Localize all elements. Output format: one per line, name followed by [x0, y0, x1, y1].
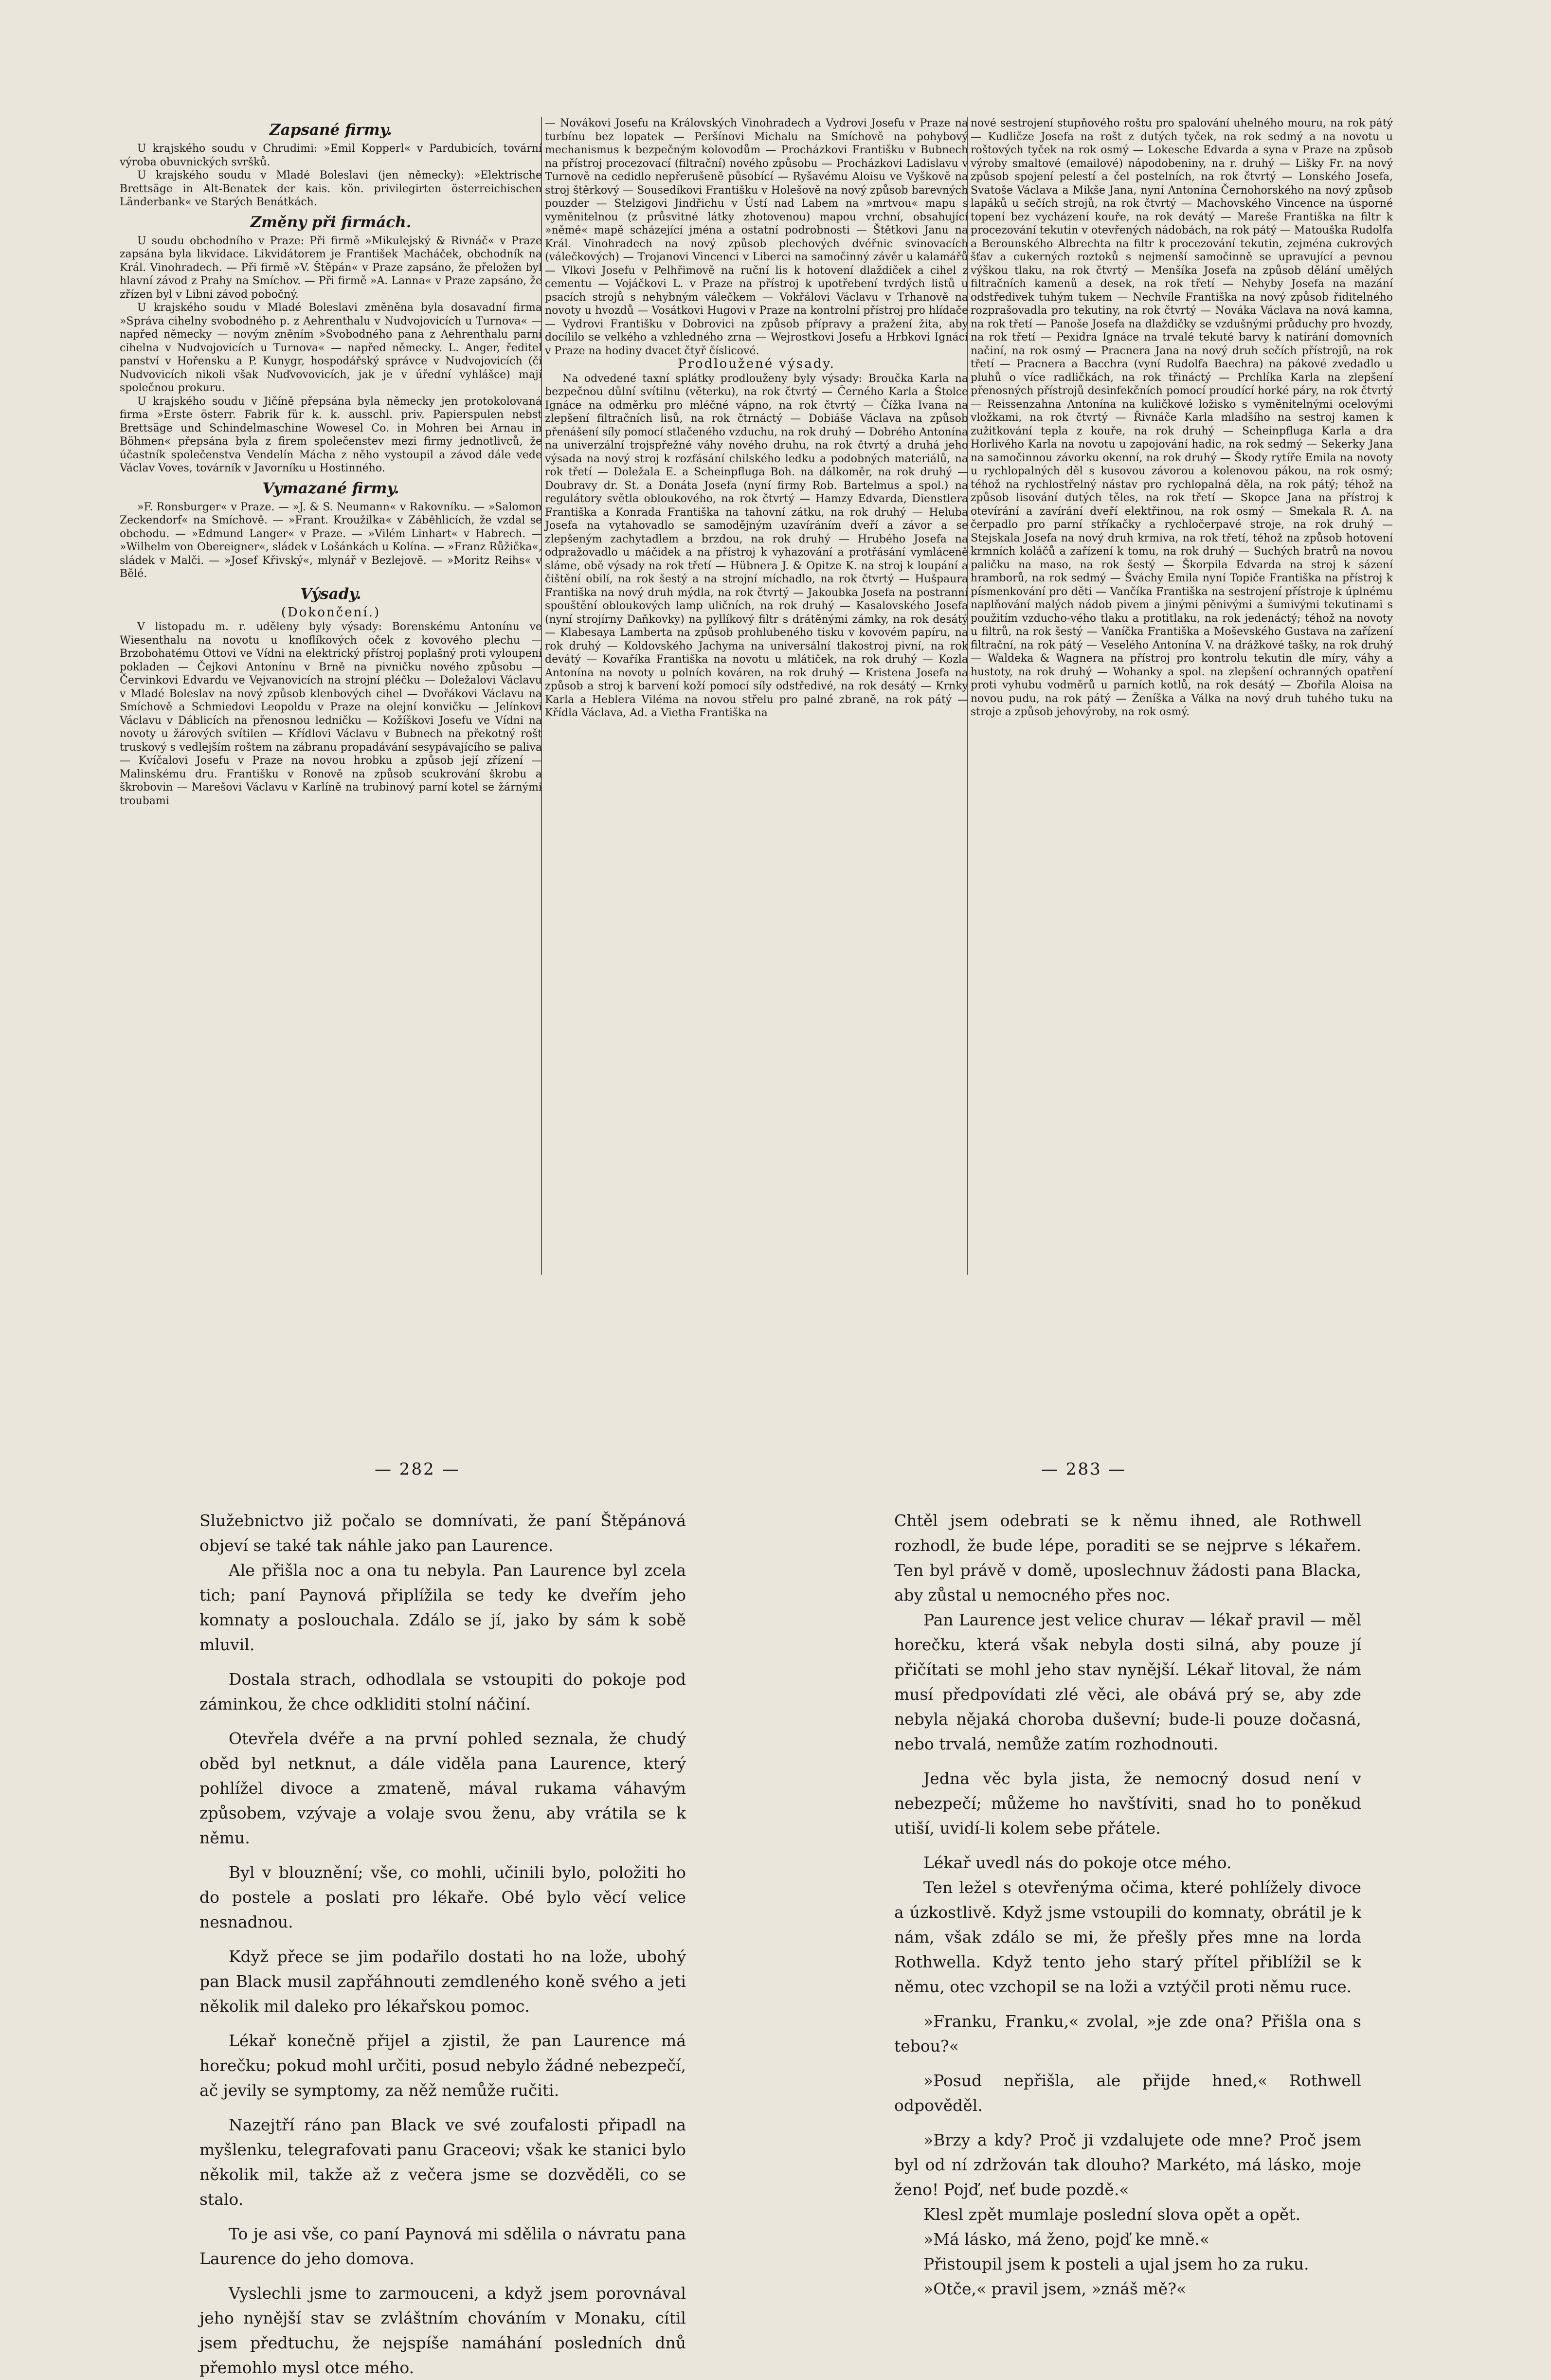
section-subheading-dokonceni: (Dokončení.)	[281, 605, 381, 620]
novel-column-right	[894, 1508, 1361, 2301]
page-number-left: — 282 —	[375, 1460, 460, 1479]
paragraph: »Má lásko, má ženo, pojď ke mně.«	[923, 2230, 1210, 2249]
section-heading-vymazane-firmy: Vymazané firmy.	[262, 479, 399, 497]
paragraph: »Otče,« pravil jsem, »znáš mě?«	[923, 2279, 1187, 2298]
paragraph: »Posud nepřišla, ale přijde hned,« Rothwell odpověděl.	[894, 2071, 1361, 2115]
paragraph: »F. Ronsburger« v Praze. — »J. & S. Neumann« v Rakovníku. — »Salomon Zeckendorf« na Smíchově. — »Frant. Kroužilka« v Záběhlicích, že vzdal se obchodu. — »Edmund Langer« v Praze. — »Vilém Linhart« v Habrech. — »Wilhelm von Obereigner«, sládek v Lošánkách u Kolína. — »Franz Růžička«, sládek v Malči. — »Josef Křivský«, mlynář v Bezlejově. — »Moritz Reihs« v Bělé.	[120, 501, 542, 580]
paragraph: Jedna věc byla jista, že nemocný dosud není v nebezpečí; můžeme ho navštíviti, snad ho to poněkud utiší, uvidí-li kolem sebe přátele.	[894, 1769, 1361, 1838]
paragraph: — Novákovi Josefu na Královských Vinohradech a Vydrovi Josefu v Praze na turbínu bez lopatek — Peršínovi Michalu na Smíchově na pohybový mechanismus k bezpečným kolovodům — Procházkovi Františku v Bubnech na přístroj procezovací (filtrační) nového způsobu — Procházkovi Ladislavu v Turnově na cedidlo nepřerušeně působící — Ryšavému Aloisu ve Vyškově na stroj štěrkový — Sousedíkovi Františku v Holešově na nový způsob barevných pouzder — Stelzigovi Jindřichu v Ústí nad Labem na »mrtvou« mapu s vyměnitelnou (z průsvitné látky zhotovenou) mapou vrchní, obsahující »němé« mapě scházející jména a ostatní podrobnosti — Štětkovi Janu na Král. Vinohradech na nový způsob plechových dvéřnic svinovacích (válečkových) — Trojanovi Vincenci v Liberci na samočinný závěr u kalamářů — Vlkovi Josefu v Pelhřimově na ruční lis k hotovení dlaždiček a cihel z cementu — Vojáčkovi L. v Praze na přístroj k upotřebení tvrdých listů u psacích strojů s nehybným válečkem — Vokřálovi Václavu v Trhanově na novoty u hvozdů — Vosátkovi Hugovi v Praze na kontrolní přístroj pro hlídače — Vydrovi Františku v Dobrovici na způsob přípravy a pražení žita, aby docílilo se velkého a vzhledného zrna — Wejrostkovi Josefu a Hrbkovi Ignáci v Praze na hodiny dvacet čtyř číslicové.	[545, 117, 968, 357]
paragraph: Ale přišla noc a ona tu nebyla. Pan Laurence byl zcela tich; paní Paynová připlížila se tedy ke dveřím jeho komnaty a poslouchala. Zdálo se jí, jako by sám k sobě mluvil.	[199, 1561, 686, 1654]
paragraph: Dostala strach, odhodlala se vstoupiti do pokoje pod záminkou, že chce odkliditi stolní náčiní.	[199, 1670, 686, 1713]
column-middle	[545, 117, 968, 720]
paragraph: Pan Laurence jest velice churav — lékař pravil — měl horečku, která však nebyla dosti silná, aby pouze jí přičítati se mohl jeho stav nynější. Lékař litoval, že nám musí předpovídati zlé věci, ale obává prý se, aby zde nebyla nějaká choroba duševní; bude-li pouze dočasná, nebo trvalá, nemůže zatím rozhodnouti.	[894, 1610, 1361, 1753]
paragraph: Když přece se jim podařilo dostati ho na lože, ubohý pan Black musil zapřáhnouti zemdleného koně svého a jeti několik mil daleko pro lékařskou pomoc.	[199, 1947, 686, 2016]
paragraph: U krajského soudu v Mladé Boleslavi (jen německy): »Elektrische Brettsäge in Alt-Benatek der kais. kön. privilegirten österreichischen Länderbank« ve Starých Benátkách.	[120, 169, 542, 208]
section-subheading-prodlouzene-vysady: Prodloužené výsady.	[678, 357, 835, 371]
paragraph: Chtěl jsem odebrati se k němu ihned, ale Rothwell rozhodl, že bude lépe, poraditi se se nejprve s lékařem. Ten byl právě v domě, uposlechnuv žádosti pana Blacka, aby zůstal u nemocného přes noc.	[894, 1511, 1361, 1605]
paragraph: Byl v blouznění; vše, co mohli, učinili bylo, položiti ho do postele a poslati pro lékaře. Obé bylo věcí velice nesnadnou.	[199, 1863, 686, 1931]
paragraph: U krajského soudu v Jičíně přepsána byla německy jen protokolovaná firma »Erste österr. Fabrik für k. k. ausschl. priv. Papierspulen nebst Brettsäge und Schindelmaschine Wowesel Co. in Mohren bei Arnau in Böhmen« přepsána byla z firem společenstev mezi firmy jednotlivců, že účastník společenstva Vendelín Mácha z něho vystoupil a závod dále vede Václav Voves, továrník v Javorníku u Hostinného.	[120, 395, 542, 474]
paragraph: U krajského soudu v Mladé Boleslavi změněna byla dosavadní firma »Správa cihelny svobodného p. z Aehrenthalu v Nudvojovicích u Turnova« — napřed německy — novým zněním »Svobodného pana z Aehrenthalu parní cihelna v Nudvojovicích u Turnova« — napřed německy. L. Anger, ředitel panství v Hořensku a P. Kunygr, hospodářský správce v Nudvojovicích (či Nudvovicích nikoli však Nuďvovovicích, jak je v úřední vyhlášce) mají společnou prokuru.	[120, 302, 542, 394]
paragraph: To je asi vše, co paní Paynová mi sdělila o návratu pana Laurence do jeho domova.	[199, 2224, 686, 2268]
paragraph: Nazejtří ráno pan Black ve své zoufalosti připadl na myšlenku, telegrafovati panu Graceovi; však ke stanici bylo několik mil, takže až z večera jsme se dozvěděli, co se stalo.	[199, 2115, 686, 2209]
paragraph: U krajského soudu v Chrudimi: »Emil Kopperl« v Pardubicích, tovární výroba obuvnických svršků.	[120, 143, 542, 168]
paragraph: U soudu obchodního v Praze: Při firmě »Mikulejský & Rivnáč« v Praze zapsána byla likvidace. Likvidátorem je František Macháček, obchodník na Král. Vinohradech. — Při firmě »V. Štěpán« v Praze zapsáno, že přeložen byl hlavní závod z Prahy na Smíchov. — Při firmě »A. Lanna« v Praze zapsáno, že zřízen byl v Libni závod pobočný.	[120, 234, 542, 301]
section-heading-vysady: Výsady.	[300, 585, 361, 603]
paragraph: Otevřela dvéře a na první pohled seznala, že chudý oběd byl netknut, a dále viděla pana Laurence, který pohlížel divoce a zmateně, mával rukama váhavým způsobem, vzývaje a volaje svou ženu, aby vrátila se k němu.	[199, 1729, 686, 1847]
paragraph: Lékař uvedl nás do pokoje otce mého.	[923, 1853, 1232, 1872]
section-heading-zmeny-pri-firmach: Změny při firmách.	[250, 213, 412, 231]
novel-column-left	[199, 1508, 686, 2380]
page-number-right: — 283 —	[1041, 1460, 1127, 1479]
paragraph: nové sestrojení stupňového roštu pro spalování uhelného mouru, na rok pátý — Kudličze Josefa na rošt z dutých tyček, na rok sedmý a na novotu u roštových tyček na rok osmý — Lokesche Edvarda a syna v Praze na způsob výroby smaltové (emailové) nápodobeniny, na r. druhý — Lišky Fr. na nový způsob spojení pelestí a čel postelních, na rok čtvrtý — Lonského Josefa, Svatoše Václava a Mikše Jana, nyní Antonína Černohorského na nový způsob lapáků u sečích strojů, na rok čtvrtý — Machovského Vincence na úsporné topení bez vycházení kouře, na rok devátý — Mareše Františka na filtr k procezování tekutin v otevřených nádobách, na rok pátý — Matouška Rudolfa a Berounského Albrechta na filtr k procezování tekutin, zejména cukrových šťav a cukerných roztoků s nejmenší samočinně se upravující a pevnou výškou tlaku, na rok čtvrtý — Menšíka Josefa na způsob dělání umělých filtračních kamenů a desek, na rok třetí — Nehyby Josefa na mazání odstředivek tuhým tukem — Nechvíle Františka na nový způsob řiditelného rozprašovadla pro tekutiny, na rok čtvrtý — Nováka Václava na nová kamna, na rok třetí — Panoše Josefa na dlaždičky se vzdušnými průduchy pro hvozdy, na rok třetí — Pexidra Ignáce na trvalé tekuté barvy k natírání domovních načiní, na rok osmý — Pracnera Jana na nový druh sečích přístrojů, na rok třetí — Pracnera a Bacchra (vyní Rudolfa Baechra) na pákové zvedadlo u pluhů o více radličkách, na rok třináctý — Prchlíka Karla na zlepšení přenosných přístrojů desinfekčních pomocí proudící horké páry, na rok čtvrtý — Reissenzahna Antonína na kuličkové ložisko s vyměnitelnými ocelovými vložkami, na rok čtvrtý — Řivnáče Karla mladšího na sestroj kamen k zužitkování tepla z kouře, na rok druhý — Scheinpfluga Karla a dra Horlivého Karla na novotu u zapojování hadic, na rok sedmý — Sekerky Jana na samočinnou závorku okenní, na rok druhý — Škody rytíře Emila na novoty u rychlopalných děl s kusovou závorou a kolenovou pákou, na rok osmý; téhož na rychlostřelný nástav pro rychlopalná děla, na rok pátý; téhož na způsob lisování dutých těles, na rok třetí — Skopce Jana na přístroj k otevírání a zavírání dveří elektřinou, na rok osmý — Smekala R. A. na čerpadlo pro parní stříkačky a rychločerpavé stroje, na rok druhý — Stejskala Josefa na nový druh krmiva, na rok třetí, téhož na způsob hotovení krmních koláčů a zařízení k tomu, na rok druhý — Suchých bratrů na novou paličku na maso, na rok šestý — Škorpila Edvarda na stroj k sázení hramborů, na rok sedmý — Šváchy Emila nyní Topiče Františka na přístroj k písmenkování pro děti — Vančíka Františka na sestrojení přístroje k úplnému naplňování malých nádob pivem a jinými pěnivými a šumivými tekutinami s použitím vzducho-vého tlaku a protitlaku, na rok jedenáctý; téhož na novoty u filtrů, na rok šestý — Vaníčka Františka a Moševského Gustava na zařízení filtrační, na rok pátý — Veselého Antonína V. na drážkové tašky, na rok druhý — Waldeka & Wagnera na přístroj pro kontrolu tekutin dle míry, váhy a hustoty, na rok druhý — Wohanky a spol. na zlepšení ochranných opatření proti vyhubu vodměrů u parních kotlů, na rok desátý — Zbořila Aloisa na novou pudu, na rok pátý — Ženíška a Válka na nový druh tuhého tuku na stroje a způsob jehovýroby, na rok osmý.	[971, 117, 1393, 718]
paragraph: »Brzy a kdy? Proč ji vzdalujete ode mne? Proč jsem byl od ní zdržován tak dlouho? Markéto, má lásko, moje ženo! Pojď, neť bude pozdě.«	[894, 2130, 1361, 2199]
paragraph: V listopadu m. r. uděleny byly výsady: Borenskému Antonínu ve Wiesenthalu na novotu u knoflíkových oček z kovového plechu — Brzobohatému Ottovi ve Vídni na elektrický přístroj poplašný proti vyloupení pokladen — Čejkovi Antonínu v Brně na pivničku nového způsobu — Červinkovi Edvardu ve Vejvanovicích na strojní pléčku — Doležalovi Václavu v Mladé Boleslav na nový způsob klenbových cihel — Dvořákovi Václavu na Smíchově a Schmiedovi Leopoldu v Praze na olejní konvičku — Jelínkovi Václavu v Dáblicích na přenosnou ledničku — Kožíškovi Josefu ve Vídni na novoty u žárových svítilen — Křídlovi Václavu v Bubnech na překotný rošt truskový s vedlejším roštem na zábranu propadávání sesypávajícího se paliva — Kvíčalovi Josefu v Praze na novou hrobku a způsob její zřízení — Malinskému dru. Františku v Ronově na způsob scukrování škrobu a škrobovin — Marešovi Václavu v Karlíně na trubinový parní kotel se žárnými troubami	[120, 621, 542, 807]
paragraph: Na odvedené taxní splátky prodlouženy byly výsady: Broučka Karla na bezpečnou důlní svítilnu (věterku), na rok čtvrtý — Černého Karla a Štolce Ignáce na odměrku pro mléčné vápno, na rok čtvrtý — Čížka Ivana na zlepšení filtračních lisů, na rok čtrnáctý — Dobiáše Václava na způsob přenášení síly pomocí stlačeného vzduchu, na rok druhý — Dobrého Antonína na univerzální trojspřežné váhy nového druhu, na rok čtvrtý a druhá jeho výsada na nový stroj k rozfásání chilského ledku a podobných materiálů, na rok třetí — Doležala E. a Scheinpfluga Boh. na dálkoměr, na rok druhý — Doubravy dr. St. a Donáta Josefa (nyní firmy Rob. Bartelmus a spol.) na regulátory světla obloukového, na rok čtvrtý — Hamzy Edvarda, Dienstlera Františka a Konrada Františka na tahovní zátku, na rok druhý — Heluba Josefa na vytahovadlo se samodějným uzavíráním dveří a závor a se zlepšeným zachytadlem a brzdou, na rok druhý — Hrubého Josefa na odpražovadlo u máčidek a na přístroj k vyhazování a protřásání vymláceně sláme, obě výsady na rok třetí — Hübnera J. & Opitze K. na stroj k loupání a čištění obilí, na rok šestý a na strojní míchadlo, na rok čtvrtý — Hušpaura Františka na nový druh mýdla, na rok čtvrtý — Jakoubka Josefa na postranní spouštění obloukových lamp uličních, na rok druhý — Kasalovského Josefa (nyní strojírny Daňkovky) na pyllíkový filtr s drátěnými zámky, na rok desátý — Klabesaya Lamberta na způsob prohlubeného tisku v kovovém papíru, na rok druhý — Koldovského Jachyma na universální tlakostroj pivní, na rok devátý — Kovaříka Františka na novotu u mlátiček, na rok druhý — Kozla Antonína na novoty u polních kováren, na rok druhý — Kristena Josefa na způsob a stroj k barvení koží pomocí síly odstředivé, na rok desátý — Krnky Karla a Heblera Viléma na novou střelu pro palné zbraně, na rok pátý — Křídla Václava, Ad. a Vietha Františka na	[545, 372, 968, 719]
paragraph: Lékař konečně přijel a zjistil, že pan Laurence má horečku; pokud mohl určiti, posud nebylo žádné nebezpečí, ač jevily se symptomy, za něž nemůže ručiti.	[199, 2031, 686, 2100]
paragraph: Vyslechli jsme to zarmouceni, a když jsem porovnával jeho nynější stav se zvláštním chováním v Monaku, cítil jsem předtuchu, že nejspíše namáhání posledních dnů přemohlo mysl otce mého.	[199, 2284, 686, 2377]
paragraph: Ten ležel s otevřenýma očima, které pohlížely divoce a úzkostlivě. Když jsme vstoupili do komnaty, obrátil je k nám, však zdálo se mi, že přešly přes mne na lorda Rothwella. Když tento jeho starý přítel přiblížil se k němu, otec vzchopil se na loži a vztýčil proti němu ruce.	[894, 1878, 1361, 1996]
column-left	[120, 117, 542, 808]
section-heading-zapsane-firmy: Zapsané firmy.	[270, 121, 392, 139]
paragraph: Přistoupil jsem k posteli a ujal jsem ho za ruku.	[923, 2254, 1309, 2273]
paragraph: Služebnictvo již počalo se domnívati, že paní Štěpánová objeví se také tak náhle jako pan Laurence.	[199, 1511, 686, 1555]
paragraph: »Franku, Franku,« zvolal, »je zde ona? Přišla ona s tebou?«	[894, 2012, 1361, 2055]
paragraph: Klesl zpět mumlaje poslední slova opět a opět.	[923, 2205, 1301, 2224]
column-right	[971, 117, 1393, 719]
